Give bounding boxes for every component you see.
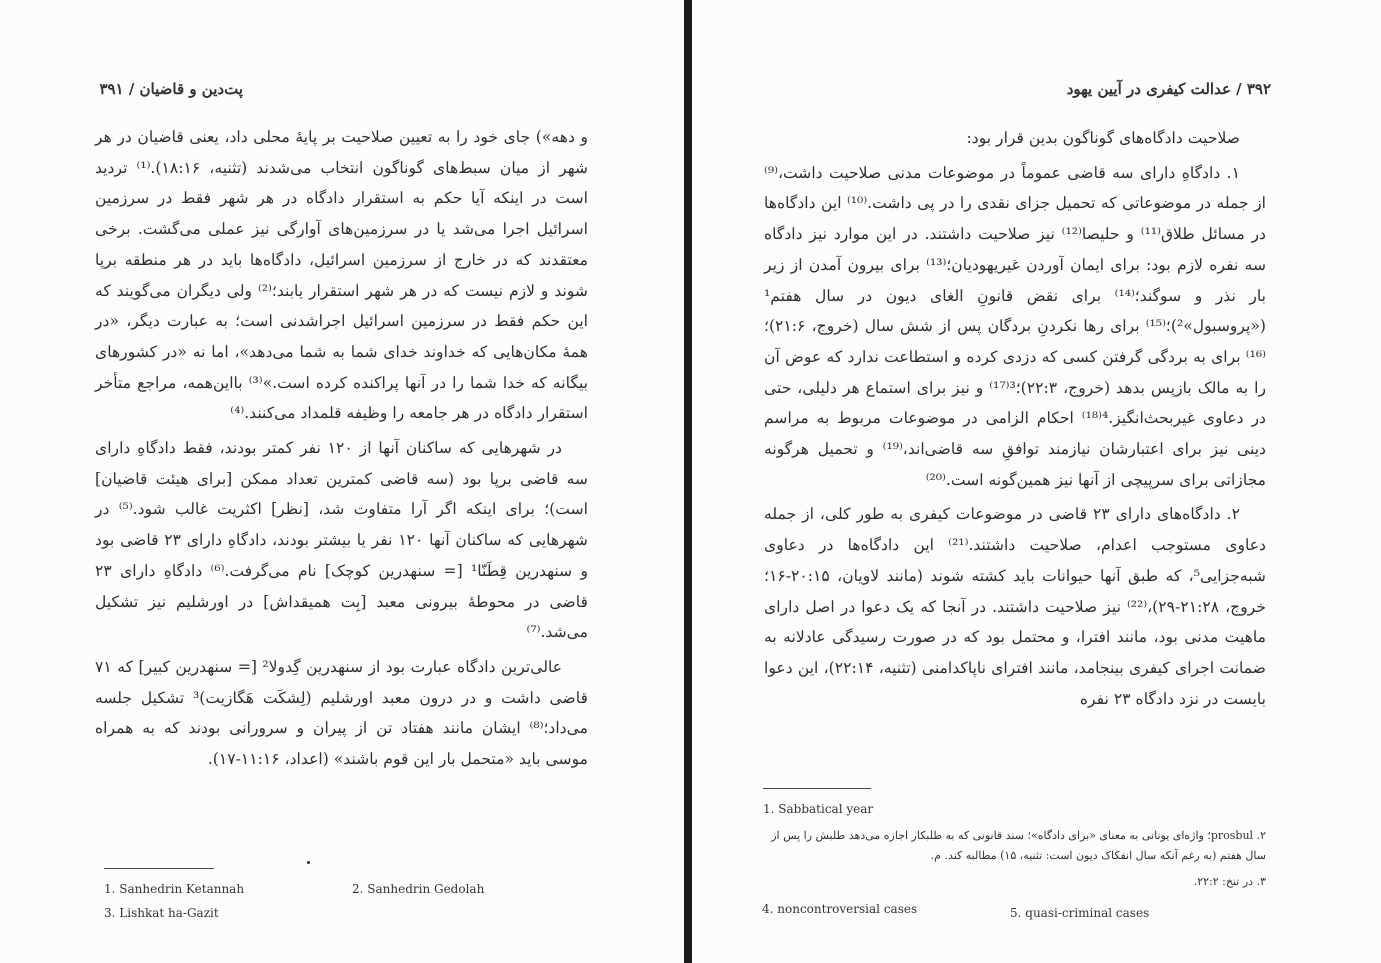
left-footnote-2: 2. Sanhedrin Gedolah bbox=[352, 882, 485, 896]
right-paragraph-2: ۱. دادگاهِ دارای سه قاضی عموماً در موضوعات مدنی صلاحیت داشت،⁽⁹⁾ از جمله در موضوعاتی که تحمیل جزای نقدی را در پی داشت.⁽¹⁰⁾ این دادگاه‌ها در مسائل طلاق⁽¹¹⁾ و حلیصا⁽¹²⁾ نیز صلاحیت داشتند. در این موارد نیز دادگاه سه نفره لازم بود: برای ایمان آوردن غیریهودیان؛⁽¹³⁾ برای بیرون آمدن از زیر بار نذر و سوگند؛⁽¹⁴⁾ برای نقض قانونِ الغای دیون در سال هفتم¹ («پروسبول»²)؛⁽¹⁵⁾ برای رها نکردنِ بردگان پس از شش سال (خروج، ۲۱:۶)؛⁽¹⁶⁾ برای به بردگی گرفتن کسی که دزدی کرده و استطاعت ندارد که عوض آن را به مالک بازپس بدهد (خروج، ۲۲:۳)؛³⁽¹⁷⁾ و نیز برای استماع هر دلیلی، حتی در دعاوی غیربحث‌انگیز.⁴⁽¹⁸⁾ احکام الزامی در موضوعات مربوط به مراسم دینی نیز برای اعتبارشان نیازمند توافقِ سه قاضی‌اند،⁽¹⁹⁾ و تحمیل هرگونه مجازاتی برای سرپیچی از آنها نیز همین‌گونه است.⁽²⁰⁾ bbox=[764, 163, 1267, 489]
right-paragraph-1: صلاحیت دادگاه‌های گوناگون بدین قرار بود: bbox=[966, 129, 1240, 147]
right-paragraph-3: ۲. دادگاه‌های دارای ۲۳ قاضی در موضوعات کیفری به طور کلی، از جمله دعاوی مستوجب اعدام، صلاحیت داشتند.⁽²¹⁾ این دادگاه‌ها در دعاوی شبه‌جزایی⁵، که طبق آنها حیوانات باید کشته شوند (مانند لاویان، ۲۰:۱۵-۱۶؛ خروج، ۲۱:۲۸-۲۹)،⁽²²⁾ نیز صلاحیت داشتند. در آنجا که یک دعوا در اصل دارای ماهیت مدنی بود، مانند افترا، و محتمل بود که در صورت رسیدگی عادلانه به ضمانت اجرای کیفری بینجامد، مانند افترای ناپاکدامنی (تثنیه، ۲۲:۱۴)، این دعوا بایست در نزد دادگاه ۲۳ نفره bbox=[764, 505, 1266, 708]
left-footnote-3: 3. Lishkat ha-Gazit bbox=[104, 906, 219, 920]
right-footnote-5: 5. quasi-criminal cases bbox=[1010, 906, 1150, 920]
left-footnote-1: 1. Sanhedrin Ketannah bbox=[104, 882, 245, 896]
right-running-head: ۳۹۲ / عدالت کیفری در آیین یهود bbox=[1066, 80, 1271, 98]
right-footnote-4: 4. noncontroversial cases bbox=[762, 902, 918, 916]
left-footnote-rule bbox=[104, 868, 214, 869]
right-page bbox=[692, 0, 1381, 963]
left-paragraph-2: در شهرهایی که ساکنان آنها از ۱۲۰ نفر کمتر بودند، فقط دادگاهِ دارای سه قاضی برپا بود (سه قاضی کمترین تعداد ممکن [برای هیئت قاضیان] است)؛ برای اینکه اگر آرا متفاوت شد، [نظر] اکثریت غالب شود.⁽⁵⁾ در شهرهایی که ساکنان آنها ۱۲۰ نفر یا بیشتر بودند، دادگاهِ دارای ۲۳ قاضی بود و سنهدرین قِطَنّا¹ [= سنهدرین کوچک] نام می‌گرفت.⁽⁶⁾ دادگاهِ دارای ۲۳ قاضی در محوطهٔ بیرونی معبد [بِت همیقداش] در اورشلیم نیز تشکیل می‌شد.⁽⁷⁾ bbox=[95, 439, 588, 642]
right-body-text bbox=[764, 123, 1266, 718]
right-footnote-rule bbox=[763, 788, 871, 789]
decorative-dot bbox=[307, 861, 310, 864]
left-page bbox=[0, 0, 686, 963]
left-paragraph-1: و دهه») جای خود را به تعیین صلاحیت بر پایهٔ محلی داد، یعنی قاضیان در هر شهر از میان سبط‌های گوناگون انتخاب می‌شدند (تثنیه، ۱۸:۱۶).⁽¹⁾ تردید است در اینکه آیا حکم به استقرار دادگاه در هر شهر فقط در سرزمین اسرائیل اجرا می‌شد یا در سرزمین‌های آوارگی نیز عملی می‌گشت. برخی معتقدند که در خارج از سرزمین اسرائیل، دادگاه‌ها باید در هر منطقه برپا شوند و لازم نیست که در هر شهر استقرار یابند؛⁽²⁾ ولی دیگران می‌گویند که این حکم فقط در سرزمین اسرائیل اجراشدنی است؛ به عبارت دیگر، «در همهٔ مکان‌هایی که خداوند خدای شما به شما می‌دهد»، اما نه «در کشورهای بیگانه که خدا شما را در آنها پراکنده کرده است.»⁽³⁾ بااین‌همه، مراجع متأخر استقرار دادگاه در هر جامعه را وظیفه قلمداد می‌کنند.⁽⁴⁾ bbox=[95, 128, 589, 423]
right-footnote-2: ۲. prosbul؛ واژه‌ای یونانی به معنای «برای دادگاه»؛ سند قانونی که به طلبکار اجازه می‌دهد طلبش را پس از سال هفتم (به رغم آنکه سال انفکاک دیون است: تثنیه، ۱۵) مطالبه کند. م. bbox=[771, 829, 1266, 862]
left-body-text bbox=[95, 122, 588, 779]
right-footnote-1: 1. Sabbatical year bbox=[763, 802, 874, 816]
right-footnote-3: ۳. در تنخ: ۲۲:۲. bbox=[1193, 875, 1266, 888]
left-running-head: پت‌دین و قاضیان / ۳۹۱ bbox=[99, 80, 243, 98]
left-paragraph-3: عالی‌ترین دادگاه عبارت بود از سنهدرین گِدولا² [= سنهدرین کبیر] که ۷۱ قاضی داشت و در درون معبد اورشلیم (لِشکَت هَگازیت)³ تشکیل جلسه می‌داد؛⁽⁸⁾ ایشان مانند هفتاد تن از پیران و سرورانی بودند که به همراه موسی باید «متحمل بار این قوم باشند» (اعداد، ۱۱:۱۶-۱۷). bbox=[95, 657, 588, 769]
